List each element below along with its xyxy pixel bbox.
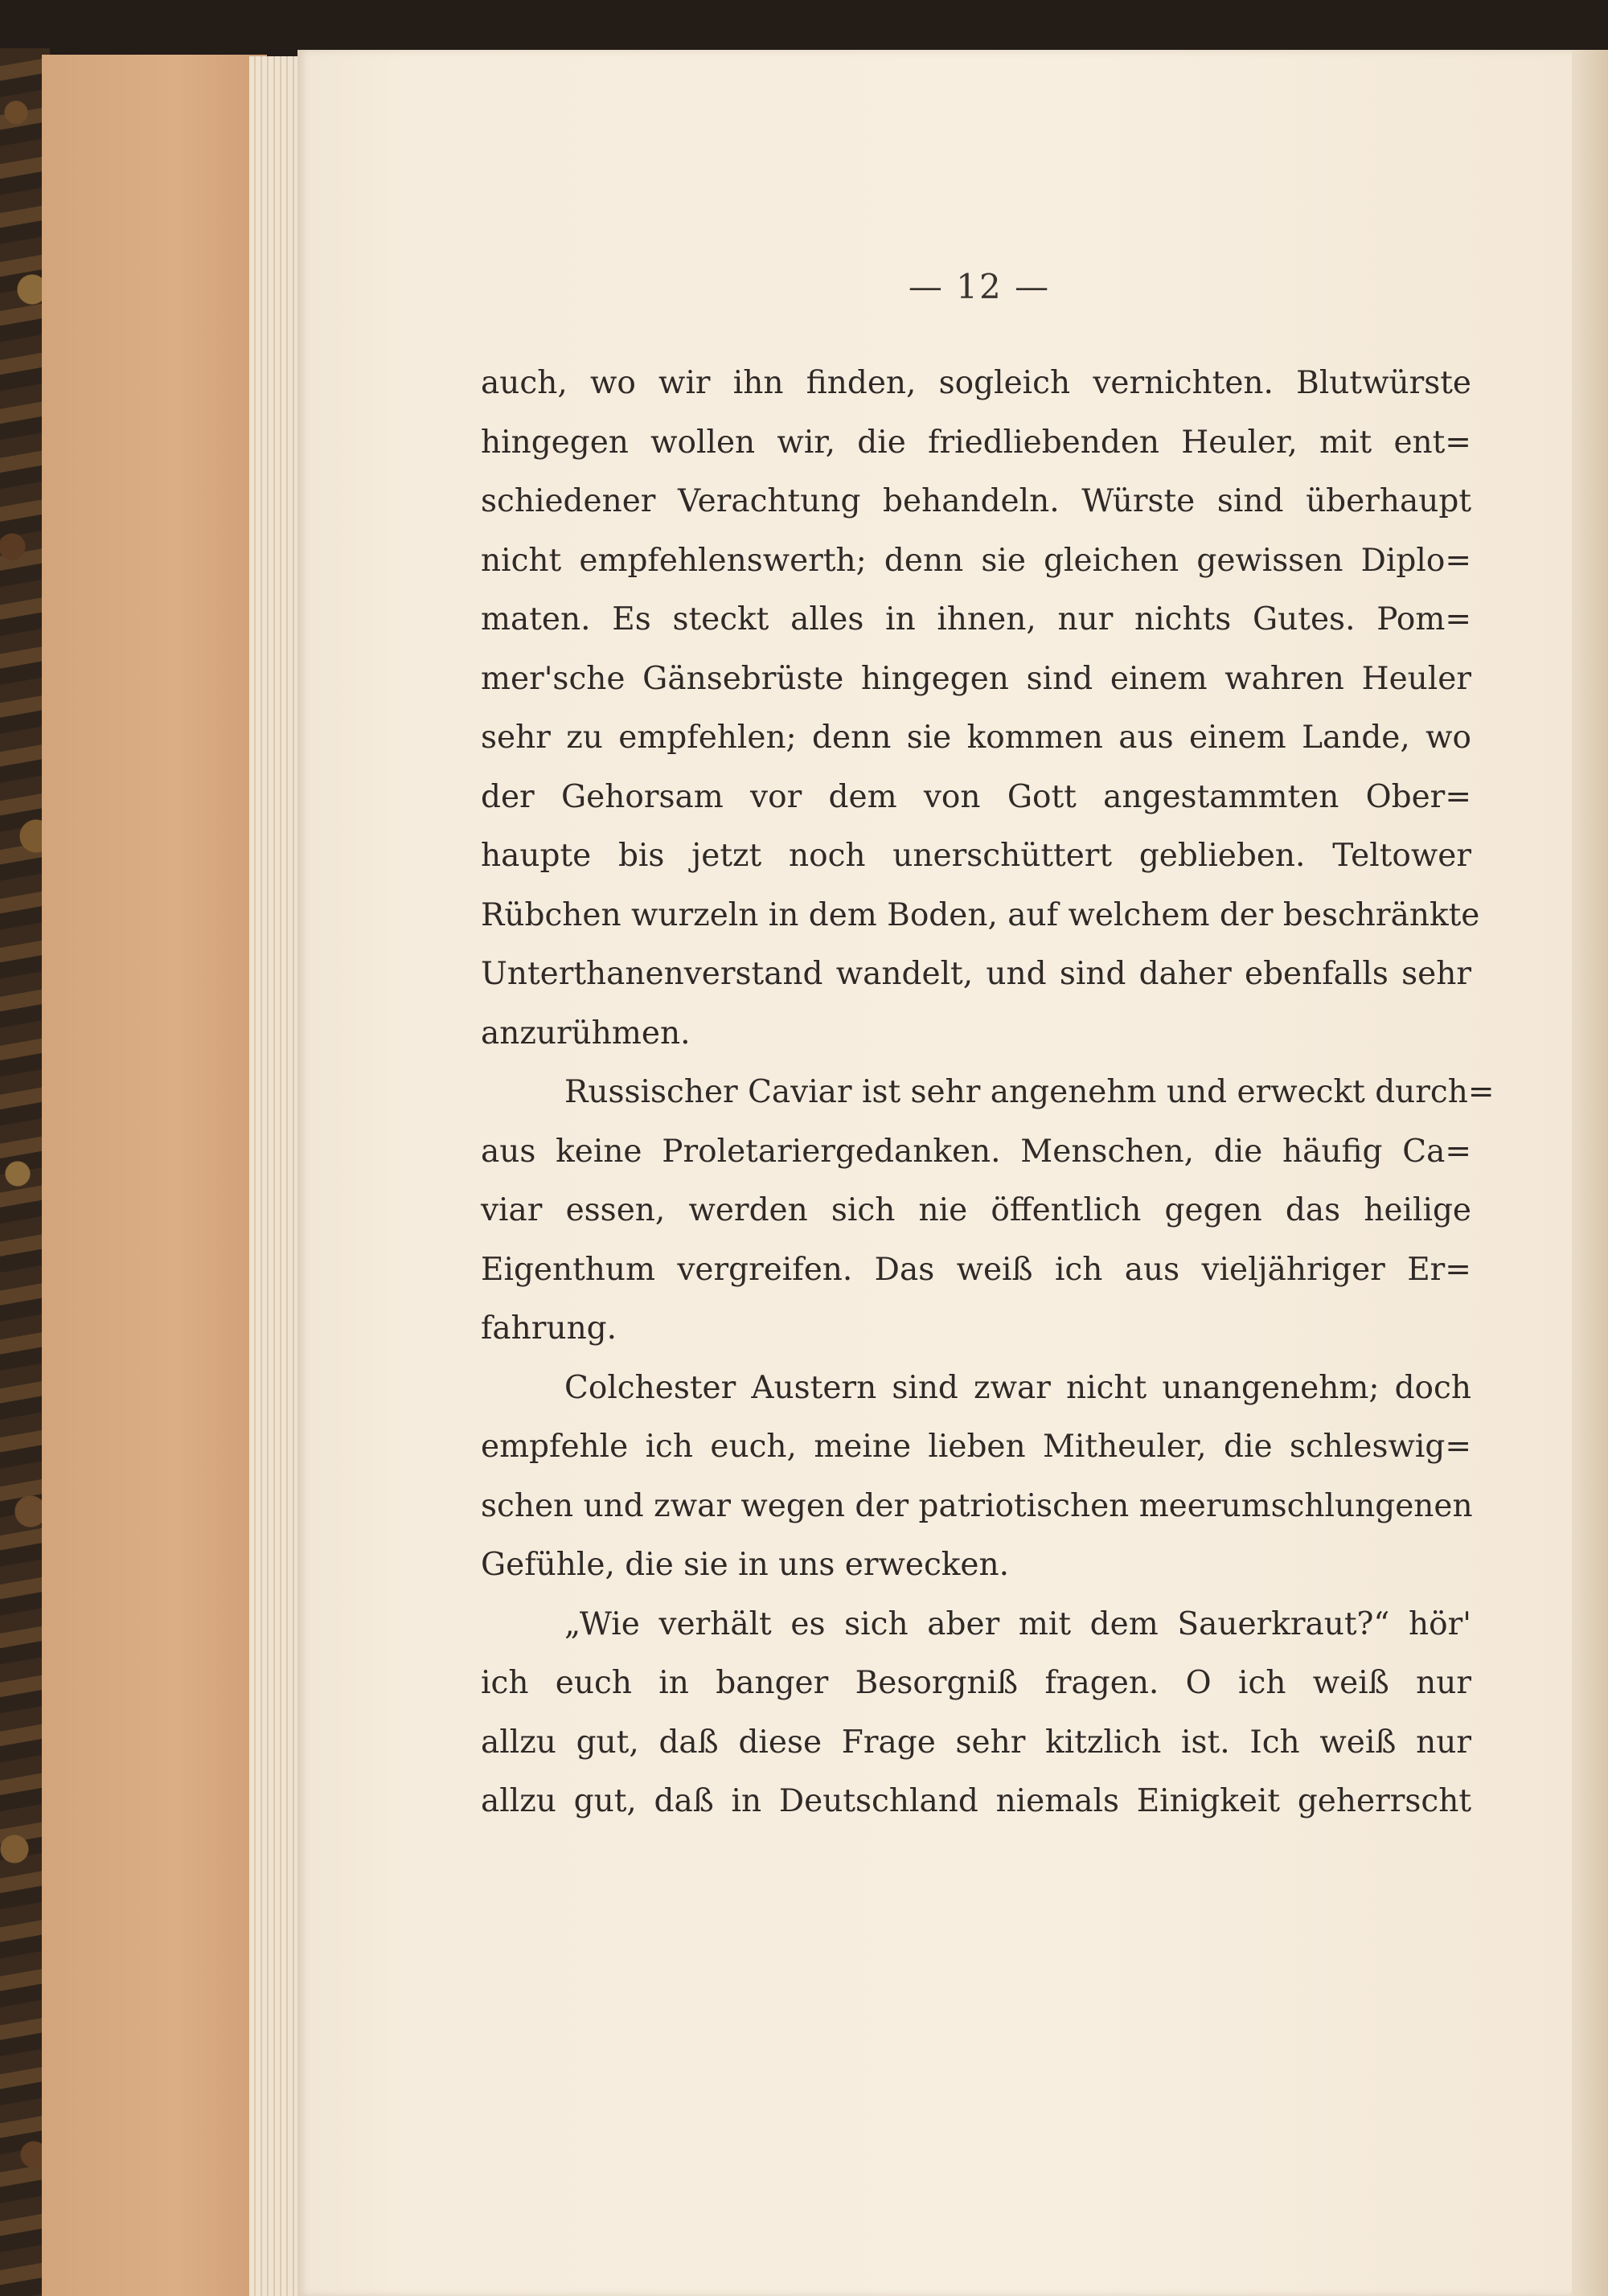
text-line: nicht empfehlenswerth; denn sie gleichen gewissen Diplo= [481,542,1471,579]
page-number: — 12 — [908,267,1051,306]
text-line: haupte bis jetzt noch unerschüttert geblieben. Teltower [481,838,1471,874]
paragraph [481,354,1480,1063]
paragraph [481,1359,1471,1595]
text-line: mer'sche Gänsebrüste hingegen sind einem wahren Heuler [481,660,1471,697]
page-stack-edge [249,56,297,2296]
text-line: der Gehorsam vor dem von Gott angestammten Ober= [481,778,1471,815]
text-line: Rübchen wurzeln in dem Boden, auf welchem der beschränkte [481,896,1480,933]
text-line: „Wie verhält es sich aber mit dem Sauerkraut?“ hör' [564,1605,1471,1642]
text-line: Russischer Caviar ist sehr angenehm und erweckt durch= [564,1074,1495,1110]
text-line: aus keine Proletariergedanken. Menschen, die häufig Ca= [481,1133,1471,1170]
cover-board [42,55,267,2296]
text-line: allzu gut, daß in Deutschland niemals Einigkeit geherrscht [481,1783,1471,1819]
text-line: empfehle ich euch, meine lieben Mitheuler, die schleswig= [481,1429,1471,1465]
page-body [481,354,1495,1831]
text-line: allzu gut, daß diese Frage sehr kitzlich ist. Ich weiß nur [481,1724,1471,1761]
text-line: schiedener Verachtung behandeln. Würste sind überhaupt [481,483,1471,519]
text-line: auch, wo wir ihn finden, sogleich vernichten. Blutwürste [481,365,1471,401]
text-line: hingegen wollen wir, die friedliebenden Heuler, mit ent= [481,424,1471,461]
text-line: Unterthanenverstand wandelt, und sind daher ebenfalls sehr [481,956,1471,992]
text-line: anzurühmen. [481,1015,691,1052]
text-line: Gefühle, die sie in uns erwecken. [481,1547,1010,1583]
text-line: sehr zu empfehlen; denn sie kommen aus einem Lande, wo [481,720,1471,756]
next-page-edge [1572,50,1608,2296]
paragraph [481,1063,1495,1359]
text-line: schen und zwar wegen der patriotischen meerumschlungenen [481,1487,1473,1524]
text-line: viar essen, werden sich nie öffentlich gegen das heilige [481,1192,1471,1228]
text-line: Colchester Austern sind zwar nicht unangenehm; doch [564,1369,1471,1406]
text-line: maten. Es steckt alles in ihnen, nur nichts Gutes. Pom= [481,601,1471,638]
text-line: Eigenthum vergreifen. Das weiß ich aus vieljähriger Er= [481,1251,1471,1288]
paragraph [481,1595,1471,1831]
text-line: ich euch in banger Besorgniß fragen. O ich weiß nur [481,1665,1471,1701]
text-line: fahrung. [481,1310,617,1347]
